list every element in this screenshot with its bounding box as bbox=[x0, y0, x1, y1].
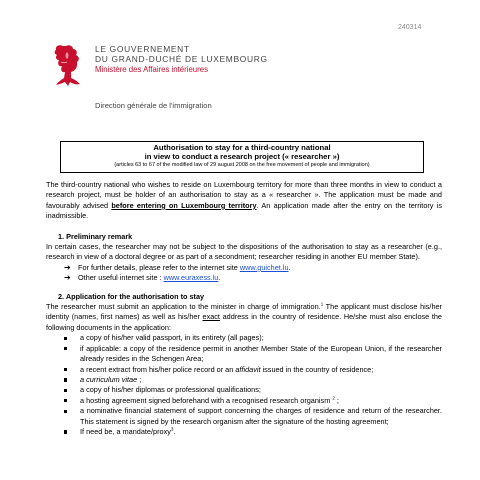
title-subtitle: (articles 63 to 67 of the modified law of 29 august 2008 on the free movement of people and immigration) bbox=[114, 162, 370, 169]
list-item: a curriculum vitae ; bbox=[64, 375, 442, 385]
euraxess-link[interactable]: www.euraxess.lu bbox=[163, 273, 219, 283]
section-1-heading: 1. Preliminary remark bbox=[58, 231, 133, 241]
footnote-marker: 2 bbox=[332, 395, 335, 401]
title-line-1: Authorisation to stay for a third-country national bbox=[153, 143, 331, 152]
document-title-box bbox=[60, 141, 424, 173]
footnote-marker: 3 bbox=[170, 426, 174, 432]
required-documents-list bbox=[64, 333, 442, 437]
list-item: a copy of his/her diplomas or professional qualifications; bbox=[64, 385, 442, 395]
ministry-name: Ministère des Affaires intérieures bbox=[95, 65, 208, 75]
list-item: ➔ For further details, please refer to the internet site www.guichet.lu. bbox=[64, 262, 291, 272]
list-item: a recent extract from his/her police record or an affidavit issued in the country of residence; bbox=[64, 365, 442, 375]
section-1-links bbox=[64, 263, 442, 284]
square-bullet-icon bbox=[64, 368, 67, 371]
square-bullet-icon bbox=[64, 399, 67, 402]
square-bullet-icon bbox=[64, 378, 67, 381]
square-bullet-icon bbox=[64, 430, 67, 433]
square-bullet-icon bbox=[64, 337, 67, 340]
list-item: ➔ Other useful internet site : www.euraxess.lu. bbox=[64, 273, 221, 283]
section-2-heading: 2. Application for the authorisation to stay bbox=[58, 291, 205, 301]
list-item: if applicable: a copy of the residence permit in another Member State of the European Union, if the researcher already resides in the Schengen Area; bbox=[64, 344, 442, 365]
direction-name: Direction générale de l'immigration bbox=[95, 101, 212, 110]
government-line-1: LE GOUVERNEMENT bbox=[95, 44, 190, 54]
list-item: a hosting agreement signed beforehand with a recognised research organism $^2$ ; bbox=[64, 396, 442, 406]
list-item: a copy of his/her valid passport, in its entirety (all pages); bbox=[64, 333, 442, 343]
arrow-right-icon: ➔ bbox=[64, 273, 71, 283]
square-bullet-icon bbox=[64, 347, 67, 350]
section-2-text: The researcher must submit an application to the minister in charge of immigration.$^1$ The applicant must disclose his/her identity (names, first names) as well as his/her exact address in the country of residence. He/she must also enclose the following documents in the application: bbox=[46, 301, 442, 332]
intro-paragraph: The third-country national who wishes to reside on Luxembourg territory for more than three months in view to conduct a research project, must be holder of an authorisation to stay as a « researcher ». The application must be made and favourably advised before entering on Luxembourg territory. An application made after the entry on the territory is inadmissible. bbox=[46, 180, 442, 221]
exact-emphasis: exact bbox=[202, 312, 220, 322]
luxembourg-lion-icon bbox=[49, 42, 85, 90]
intro-emphasis: before entering on Luxembourg territory bbox=[111, 200, 257, 210]
government-header bbox=[95, 44, 268, 75]
list-item: If need be, a mandate/proxy$^3$. bbox=[64, 427, 442, 437]
square-bullet-icon bbox=[64, 389, 67, 392]
square-bullet-icon bbox=[64, 410, 67, 413]
government-line-2: DU GRAND-DUCHÉ DE LUXEMBOURG bbox=[95, 54, 268, 65]
document-body bbox=[46, 180, 442, 437]
section-1-text: In certain cases, the researcher may not be subject to the dispositions of the authorisation to stay as a researcher (e.g., research in view of a doctoral degree or as part of a secondment; researcher residing in another EU member State). bbox=[46, 242, 442, 262]
guichet-link[interactable]: www.guichet.lu bbox=[239, 262, 289, 272]
list-item: a nominative financial statement of support concerning the charges of residence and return of the researcher. This statement is signed by the research organism after the signature of the hosting agreement; bbox=[64, 406, 442, 427]
title-line-2: in view to conduct a research project (« researcher ») bbox=[144, 152, 340, 162]
arrow-right-icon: ➔ bbox=[64, 262, 71, 272]
footnote-marker: 1 bbox=[320, 301, 324, 307]
document-reference: 240314 bbox=[398, 24, 422, 31]
